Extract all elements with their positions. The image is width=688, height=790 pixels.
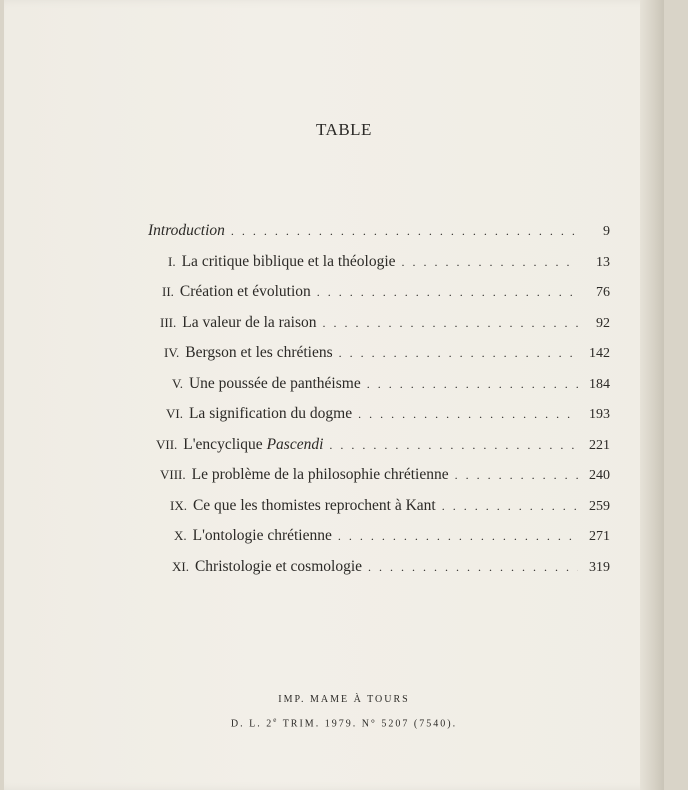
toc-entry: [148, 314, 610, 345]
imprint: [0, 690, 688, 734]
chapter-number: IX.: [170, 497, 187, 513]
dot-leader: [317, 285, 578, 300]
page-number: 193: [589, 407, 610, 422]
chapter-title-text: L'ontologie chrétienne: [192, 527, 332, 544]
chapter-title-text: Ce que les thomistes reprochent à Kant: [192, 496, 436, 514]
chapter-title-text: Christologie et cosmologie: [194, 557, 363, 575]
chapter-title: [180, 283, 311, 301]
dot-leader: [368, 560, 578, 575]
chapter-title-text: La signification du dogme: [188, 405, 353, 422]
page-number: 142: [589, 346, 610, 361]
toc-entry: [148, 405, 610, 436]
chapter-title-italic: Pascendi: [266, 435, 324, 453]
chapter-title: [182, 314, 316, 332]
dot-leader: [323, 316, 578, 331]
page-number: 92: [596, 315, 610, 331]
toc-entry: [148, 497, 610, 528]
dot-leader: [358, 407, 578, 422]
chapter-number: VI.: [166, 406, 183, 421]
dot-leader: [339, 346, 578, 361]
chapter-title-text: Le problème de la philosophie chrétienne: [191, 466, 449, 483]
chapter-number: V.: [172, 375, 183, 391]
page-number: 13: [596, 254, 610, 270]
chapter-title: [148, 222, 225, 240]
chapter-number: IV.: [164, 345, 180, 360]
chapter-number: XI.: [172, 558, 189, 574]
chapter-title-text: La valeur de la raison: [182, 313, 317, 331]
dot-leader: [367, 377, 578, 392]
page-number: 9: [603, 224, 610, 239]
toc-entry: [148, 222, 610, 253]
page-title: TABLE: [316, 120, 372, 139]
chapter-title: [189, 375, 361, 393]
toc-entry: [148, 253, 610, 284]
imprint-line-2-sup: e: [273, 716, 279, 724]
chapter-title: [185, 344, 332, 362]
chapter-number: VII.: [156, 436, 178, 452]
toc-entry: [148, 558, 610, 589]
chapter-title-text: Bergson et les chrétiens: [185, 344, 333, 361]
page-number: 221: [589, 437, 610, 453]
toc-entry: [148, 283, 610, 314]
chapter-title-text: Création et évolution: [179, 283, 311, 300]
page-edge: [640, 0, 664, 790]
chapter-title: [183, 436, 323, 454]
toc-entry: [148, 466, 610, 497]
page-number: 76: [596, 285, 610, 300]
chapter-title: [193, 497, 436, 515]
chapter-title-text: L'encyclique: [183, 435, 267, 453]
chapter-title-text: La critique biblique et la théologie: [181, 252, 396, 270]
page-number: 271: [589, 529, 610, 544]
imprint-line-2-pre: D. L. 2: [230, 718, 274, 730]
page-number: 319: [589, 559, 610, 575]
dot-leader: [231, 224, 578, 239]
toc-entry: [148, 375, 610, 406]
chapter-number: X.: [174, 528, 187, 543]
chapter-title: [193, 527, 332, 545]
chapter-title-text: Introduction: [148, 222, 225, 239]
imprint-line-2-post: TRIM. 1979. N° 5207 (7540).: [278, 718, 458, 730]
chapter-number: I.: [168, 253, 176, 269]
page-number: 240: [589, 468, 610, 483]
table-of-contents: [148, 222, 610, 588]
chapter-number: II.: [162, 284, 174, 299]
dot-leader: [329, 438, 578, 453]
chapter-number: III.: [160, 314, 177, 330]
imprint-line-2: [0, 710, 688, 734]
chapter-title: [182, 253, 396, 271]
dot-leader: [338, 529, 578, 544]
page-number: 184: [589, 376, 610, 392]
dot-leader: [402, 255, 578, 270]
imprint-line-1: IMP. MAME À TOURS: [278, 694, 410, 705]
page-number: 259: [589, 498, 610, 514]
toc-entry: [148, 344, 610, 375]
toc-entry: [148, 527, 610, 558]
chapter-title: [192, 466, 449, 484]
chapter-title: [189, 405, 352, 423]
dot-leader: [455, 468, 578, 483]
toc-entry: [148, 436, 610, 467]
dot-leader: [442, 499, 578, 514]
chapter-title-text: Une poussée de panthéisme: [188, 374, 361, 392]
chapter-number: VIII.: [160, 467, 186, 482]
chapter-title: [195, 558, 362, 576]
